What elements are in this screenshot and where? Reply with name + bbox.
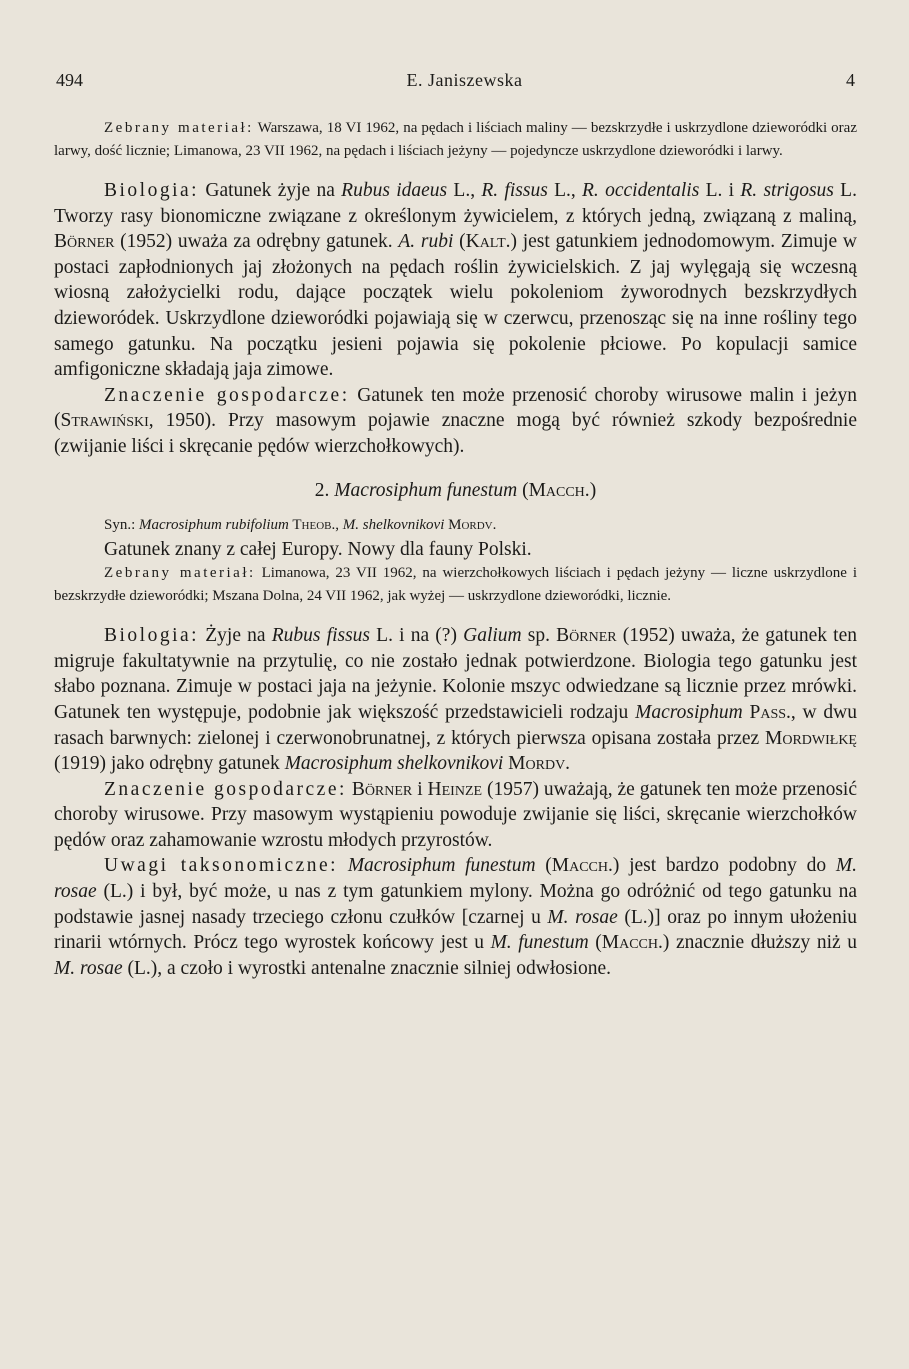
- species-name: Macrosiphum: [635, 701, 743, 723]
- species-name: Macrosiphum funestum: [347, 855, 536, 877]
- text-run: ) jest bardzo podobny do: [612, 855, 836, 877]
- text-run: ,: [335, 516, 343, 533]
- author-name: Theob.: [288, 516, 336, 533]
- species-name: Rubus idaeus: [341, 180, 448, 201]
- species-name: R. strigosus: [740, 180, 834, 201]
- species-name: Rubus fissus: [271, 625, 371, 647]
- running-title: E. Janiszewska: [406, 70, 523, 90]
- species-name: Macrosiphum rubifolium: [139, 516, 289, 533]
- author-name: Börner: [351, 778, 413, 800]
- taxonomy-paragraph: [54, 853, 857, 981]
- paragraph-lead: Zebrany materiał:: [104, 565, 256, 582]
- paragraph-lead: Uwagi taksonomiczne:: [104, 855, 339, 877]
- paragraph-lead: Biologia:: [104, 625, 200, 647]
- author-name: Macch.: [551, 855, 613, 877]
- collected-material-paragraph-2: [54, 562, 857, 608]
- page-number: 494: [56, 70, 83, 90]
- text-run: Gatunek ten może przenosić choroby wirusowe malin i jeżyn (: [54, 384, 857, 432]
- species-name: R. fissus: [481, 180, 548, 201]
- text-run: Żyje na: [199, 625, 272, 647]
- author-name: Börner: [556, 625, 617, 647]
- species-name: M. rosae: [547, 906, 618, 928]
- economic-paragraph-2: [54, 777, 857, 854]
- text-run: [338, 855, 348, 876]
- text-run: (1919) jako odrębny gatunek: [54, 753, 285, 775]
- text-run: (1952) uważa, że gatunek ten migruje fakultatywnie na przytulię, co nie zostało jednak potwierdzone. Biologia tego gatunku jest słabo poznana. Zimuje w postaci jaja na jeżynie. Kolonie mszyc odwiedzane są licznie przez mrówki. Gatunek ten występuje, podobnie jak większość przedstawicieli rodzaju: [54, 625, 857, 723]
- text-run: L.,: [547, 180, 583, 201]
- text-run: (L.), a czoło i wyrostki antenalne znacznie silniej odwłosione.: [122, 957, 612, 979]
- author-name: Mordwiłkę: [765, 727, 857, 749]
- author-name: Strawiński: [60, 410, 149, 432]
- species-name: M. rosae: [54, 855, 857, 903]
- text-run: ): [589, 479, 597, 501]
- running-header: [54, 70, 857, 91]
- text-run: (L.)] oraz po innym ułożeniu rinarii wtórnych. Prócz tego wyrostek końcowy jest u: [54, 906, 857, 954]
- biology-paragraph-1: [54, 178, 857, 383]
- species-name: Macrosiphum funestum: [334, 479, 518, 501]
- species-name: M. shelkovnikovi: [342, 516, 445, 533]
- text-run: i: [412, 778, 428, 800]
- author-name: Mordv.: [508, 753, 571, 775]
- species-name: Macrosiphum shelkovnikovi: [284, 753, 504, 775]
- text-run: , w dwu rasach barwnych: zielonej i czerwonobrunatnej, z których pierwsza opisana została przez: [54, 701, 857, 749]
- biology-paragraph-2: [54, 623, 857, 777]
- text-run: (L.) i był, być może, u nas z tym gatunkiem mylony. Można go odróżnić od tego gatunku na podstawie jasnej nasady trzeciego członu czułków [czarnej u: [54, 881, 857, 928]
- paragraph-text: Warszawa, 18 VI 1962, na pędach i liściach maliny — bezskrzydłe i uskrzydlone dzieworódki oraz larwy, dość licznie; Limanowa, 23 VII 1962, na pędach i liściach jeżyny — pojedyncze uskrzydlone dzieworódki i larwy.: [54, 120, 857, 159]
- economic-paragraph-1: [54, 383, 857, 460]
- paragraph-text: Limanowa, 23 VII 1962, na wierzchołkowych liściach i pędach jeżyny — liczne uskrzydlone i bezskrzydłe dzieworódki; Mszana Dolna, 24 VII 1962, jak wyżej — uskrzydlone dzieworódki, licznie.: [54, 565, 857, 605]
- text-run: L. i: [699, 180, 741, 201]
- text-run: (: [535, 855, 552, 877]
- author-name: Kalt.: [465, 231, 511, 253]
- distribution-line: Gatunek znany z całej Europy. Nowy dla fauny Polski.: [104, 538, 532, 560]
- text-run: ) jest gatunkiem jednodomowym. Zimuje w postaci zapłodnionych jaj złożonych na pędach roślin żywicielskich. Z jaj wylęgają się wczesną wiosną założycielki rodu, dające początek wielu pokoleniom żyworodnych bezskrzydłych dzieworódek. Uskrzydlone dzieworódki pojawiają się w czerwcu, przenosząc się na inne rośliny tego samego gatunku. Na początku jesieni pojawia się pokolenie płciowe. Po kopulacji samice amfigoniczne składają jaja zimowe.: [54, 231, 857, 381]
- paragraph-lead: Biologia:: [104, 180, 200, 201]
- author-name: Mordv.: [444, 516, 497, 533]
- paragraph-lead: Zebrany materiał:: [104, 120, 254, 136]
- species-name: A. rubi: [398, 231, 454, 253]
- text-run: L.,: [447, 180, 482, 201]
- text-run: (1952) uważa za odrębny gatunek.: [114, 231, 399, 253]
- text-run: Gatunek żyje na: [199, 180, 342, 201]
- text-run: (1957) uważają, że gatunek ten może przenosić choroby wirusowe. Przy masowym wystąpieniu powoduje zwijanie się liści, skręcanie wierzchołków pędów oraz zahamowanie wzrostu młodych przyrostów.: [54, 778, 857, 851]
- author-name: Börner: [54, 231, 115, 253]
- text-run: sp.: [521, 625, 557, 647]
- text-run: (: [517, 479, 529, 501]
- species-name: M. rosae: [54, 957, 123, 979]
- author-name: Heinze: [427, 778, 483, 800]
- species-name: R. occidentalis: [582, 180, 700, 201]
- synonyms-lead: Syn.:: [104, 516, 140, 533]
- author-name: Macch.: [601, 932, 663, 954]
- text-run: , 1950). Przy masowym pojawie znaczne mogą być również szkody bezpośrednie (zwijanie liści i skręcanie pędów wierzchołkowych).: [54, 410, 857, 457]
- author-name: Macch.: [528, 479, 590, 501]
- synonyms-line: [54, 514, 857, 537]
- paragraph-lead: Znaczenie gospodarcze:: [104, 778, 347, 800]
- species-name: M. funestum: [490, 932, 589, 954]
- species-section-heading: [54, 480, 857, 502]
- text-run: L. i na (?): [370, 625, 464, 647]
- text-run: (: [588, 932, 602, 954]
- issue-number: 4: [846, 70, 855, 90]
- section-number: 2.: [314, 479, 335, 501]
- text-run: ) znacznie dłuższy niż u: [662, 932, 858, 954]
- text-run: L. Tworzy rasy bionomiczne związane z określonym żywicielem, z których jedną, związaną z maliną,: [54, 180, 857, 227]
- author-name: Pass.: [749, 701, 791, 723]
- text-run: (: [453, 231, 466, 253]
- paragraph-lead: Znaczenie gospodarcze:: [104, 384, 350, 406]
- species-name: Galium: [463, 625, 522, 647]
- collected-material-paragraph-1: [54, 117, 857, 163]
